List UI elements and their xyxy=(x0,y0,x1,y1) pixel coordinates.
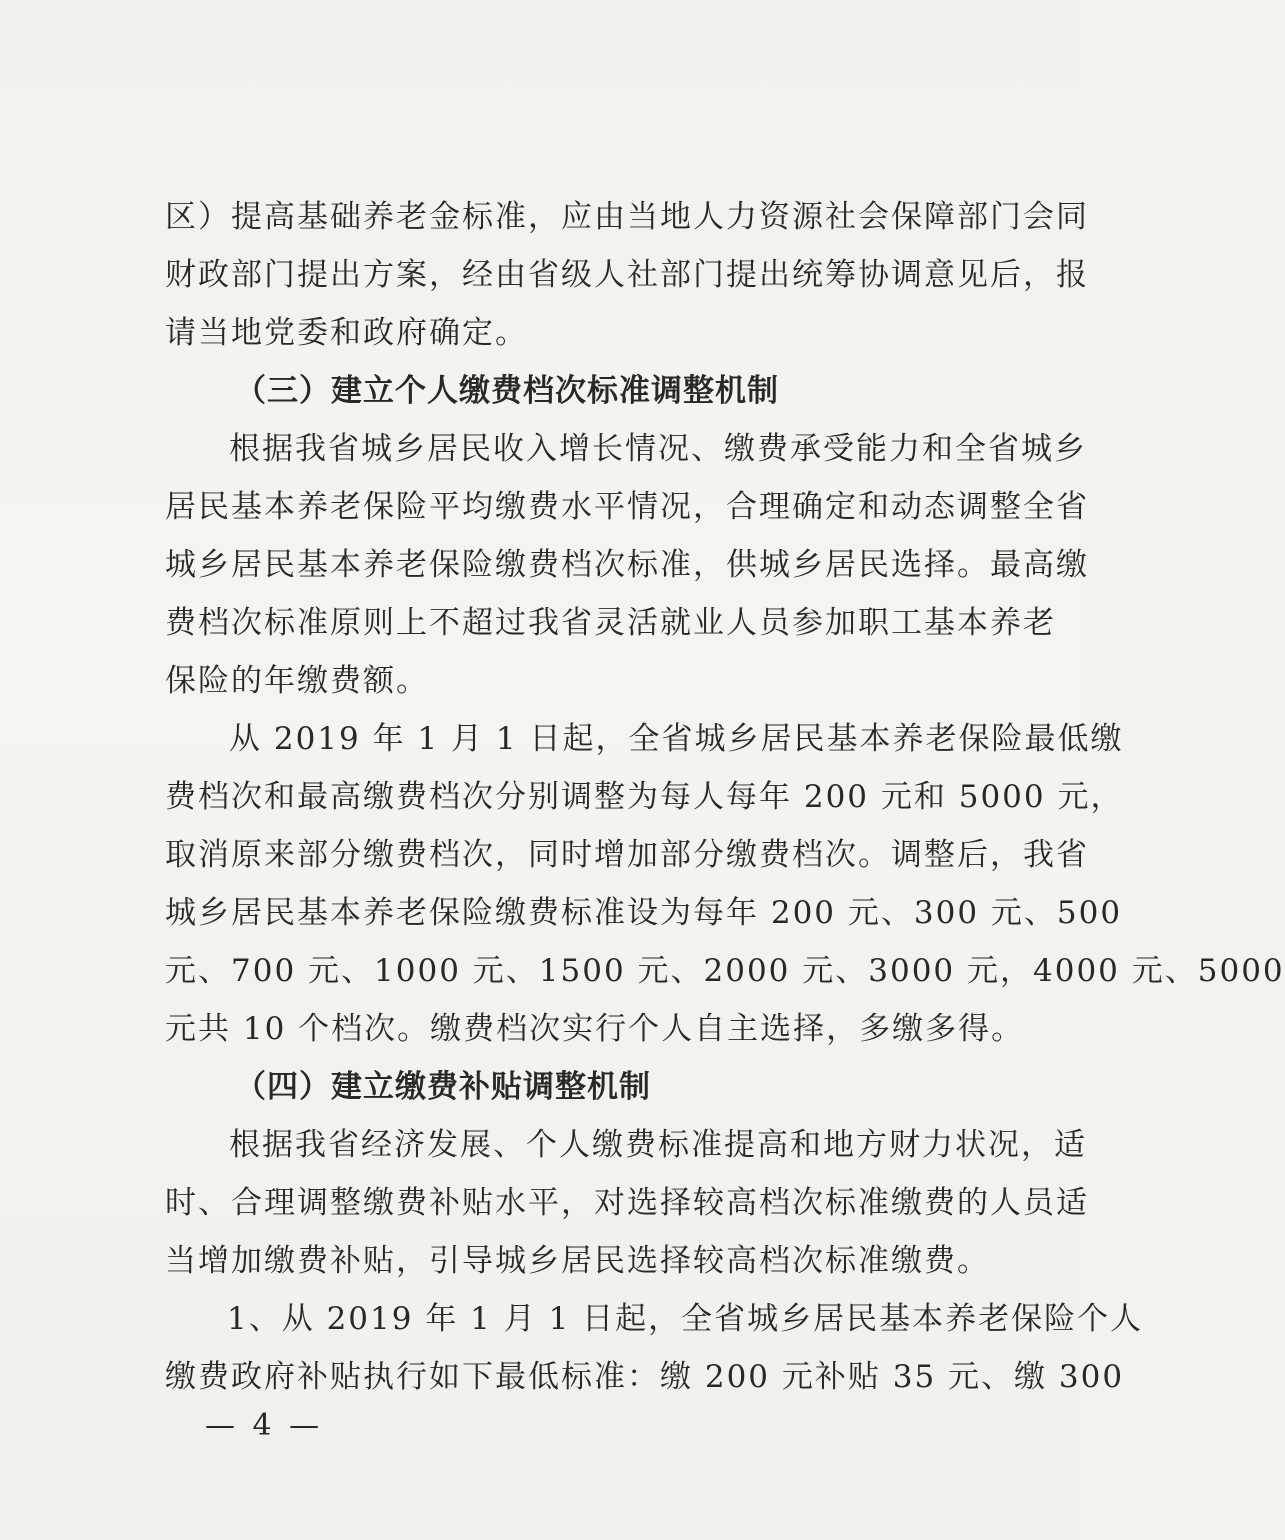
text-line: 元、700 元、1000 元、1500 元、2000 元、3000 元，4000 元、5000 xyxy=(165,953,1285,989)
page-number: — 4 — xyxy=(205,1408,324,1443)
text-line: 财政部门提出方案，经由省级人社部门提出统筹协调意见后，报 xyxy=(165,257,1089,293)
document-body xyxy=(165,188,1285,1406)
text-line: 缴费政府补贴执行如下最低标准：缴 200 元补贴 35 元、缴 300 xyxy=(165,1359,1125,1395)
text-line: 城乡居民基本养老保险缴费档次标准，供城乡居民选择。最高缴 xyxy=(165,547,1089,583)
section-heading-3: （三）建立个人缴费档次标准调整机制 xyxy=(235,373,779,409)
text-line: 元共 10 个档次。缴费档次实行个人自主选择，多缴多得。 xyxy=(165,1011,1025,1047)
text-line: 费档次和最高缴费档次分别调整为每人每年 200 元和 5000 元， xyxy=(165,779,1124,815)
paragraph-start: 根据我省经济发展、个人缴费标准提高和地方财力状况，适 xyxy=(229,1127,1087,1163)
text-line: 当增加缴费补贴，引导城乡居民选择较高档次标准缴费。 xyxy=(165,1243,990,1279)
text-line: 费档次标准原则上不超过我省灵活就业人员参加职工基本养老 xyxy=(165,605,1056,641)
section-heading-4: （四）建立缴费补贴调整机制 xyxy=(235,1069,651,1105)
paragraph-start: 1、从 2019 年 1 月 1 日起，全省城乡居民基本养老保险个人 xyxy=(227,1301,1144,1337)
text-line: 区）提高基础养老金标准，应由当地人力资源社会保障部门会同 xyxy=(165,199,1089,235)
text-line: 时、合理调整缴费补贴水平，对选择较高档次标准缴费的人员适 xyxy=(165,1185,1089,1221)
text-line: 城乡居民基本养老保险缴费标准设为每年 200 元、300 元、500 xyxy=(165,895,1123,931)
text-line: 保险的年缴费额。 xyxy=(165,663,429,699)
text-line: 居民基本养老保险平均缴费水平情况，合理确定和动态调整全省 xyxy=(165,489,1089,525)
text-line: 请当地党委和政府确定。 xyxy=(165,315,528,351)
paragraph-start: 根据我省城乡居民收入增长情况、缴费承受能力和全省城乡 xyxy=(229,431,1087,467)
paragraph-start: 从 2019 年 1 月 1 日起，全省城乡居民基本养老保险最低缴 xyxy=(229,721,1124,757)
text-line: 取消原来部分缴费档次，同时增加部分缴费档次。调整后，我省 xyxy=(165,837,1089,873)
